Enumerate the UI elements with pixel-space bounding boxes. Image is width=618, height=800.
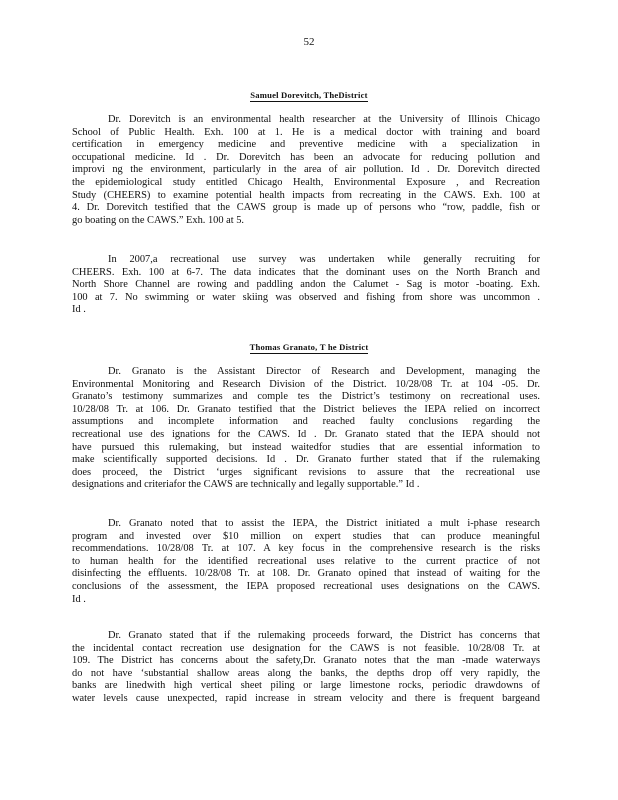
section-heading-granato: Thomas Granato, T he District — [249, 342, 369, 352]
paragraph-granato-research: Dr. Granato noted that to assist the IEPA, the District initiated a mult i-phase research program and invested over $10 million on expert studies that can produce meaningful recommendations. 10/28/08 Tr. at 107. A key focus in the comprehensive research is the risks to human health for the identified recreational uses relative to the current practice of not disinfecting the effluents. 10/28/08 Tr. at 108. Dr. Granato opined that instead of waiting for the conclusions of the assessment, the IEPA proposed recreational uses designations on the CAWS. Id . — [72, 518, 540, 605]
paragraph-granato-concerns: Dr. Granato stated that if the rulemaking proceeds forward, the District has concerns that the incidental contact recreation use designation for the CAWS is not feasible. 10/28/08 Tr. at 109. The District has concerns about the safety,Dr. Granato notes that the man -made waterways do not have ‘substantial shallow areas along the banks, the depths drop off very rapidly, the banks are linedwith high vertical sheet piling or large limestone rocks, periodic drawdowns of water levels cause unexpected, rapid increase in stream velocity and there is frequent bargeand — [72, 630, 540, 704]
paragraph-granato-testimony: Dr. Granato is the Assistant Director of Research and Development, managing the Environmental Monitoring and Research Division of the District. 10/28/08 Tr. at 104 -05. Dr. Granato’s testimony summarizes and comple tes the District’s testimony on recreational uses. 10/28/08 Tr. at 106. Dr. Granato testified that the District believes the IEPA relied on incorrect assumptions and incomplete information and reached faulty conclusions regarding the recreational use des ignations for the CAWS. Id . Dr. Granato stated that the IEPA should not have pursued this rulemaking, but instead waitedfor studies that are essential information to make scientifically supported decisions. Id . Dr. Granato further stated that if the rulemaking does proceed, the District ‘urges significant revisions to assure that the recreational use designations and criteriafor the CAWS are technically and legally supportable.” Id . — [72, 366, 540, 491]
paragraph-dorevitch-background: Dr. Dorevitch is an environmental health researcher at the University of Illinois Chicago School of Public Health. Exh. 100 at 1. He is a medical doctor with training and board certification in emergency medicine and preventive medicine with a specialization in occupational medicine. Id . Dr. Dorevitch has been an advocate for reducing pollution and improvi ng the environment, particularly in the area of air pollution. Id . Dr. Dorevitch directed the epidemiological study entitled Chicago Health, Environmental Exposure , and Recreation Study (CHEERS) to examine potential health impacts from recreating in the CAWS. Exh. 100 at 4. Dr. Dorevitch testified that the CAWS group is made up of persons who “row, paddle, fish or go boating on the CAWS.” Exh. 100 at 5. — [72, 114, 540, 226]
page-number: 52 — [303, 36, 315, 48]
section-heading-dorevitch: Samuel Dorevitch, TheDistrict — [250, 90, 368, 100]
paragraph-dorevitch-survey: In 2007,a recreational use survey was undertaken while generally recruiting for CHEERS. Exh. 100 at 6-7. The data indicates that the dominant uses on the North Branch and North Shore Channel are rowing and paddling andon the Calumet - Sag is motor -boating. Exh. 100 at 7. No swimming or water skiing was observed and fishing from shore was uncommon . Id . — [72, 254, 540, 316]
